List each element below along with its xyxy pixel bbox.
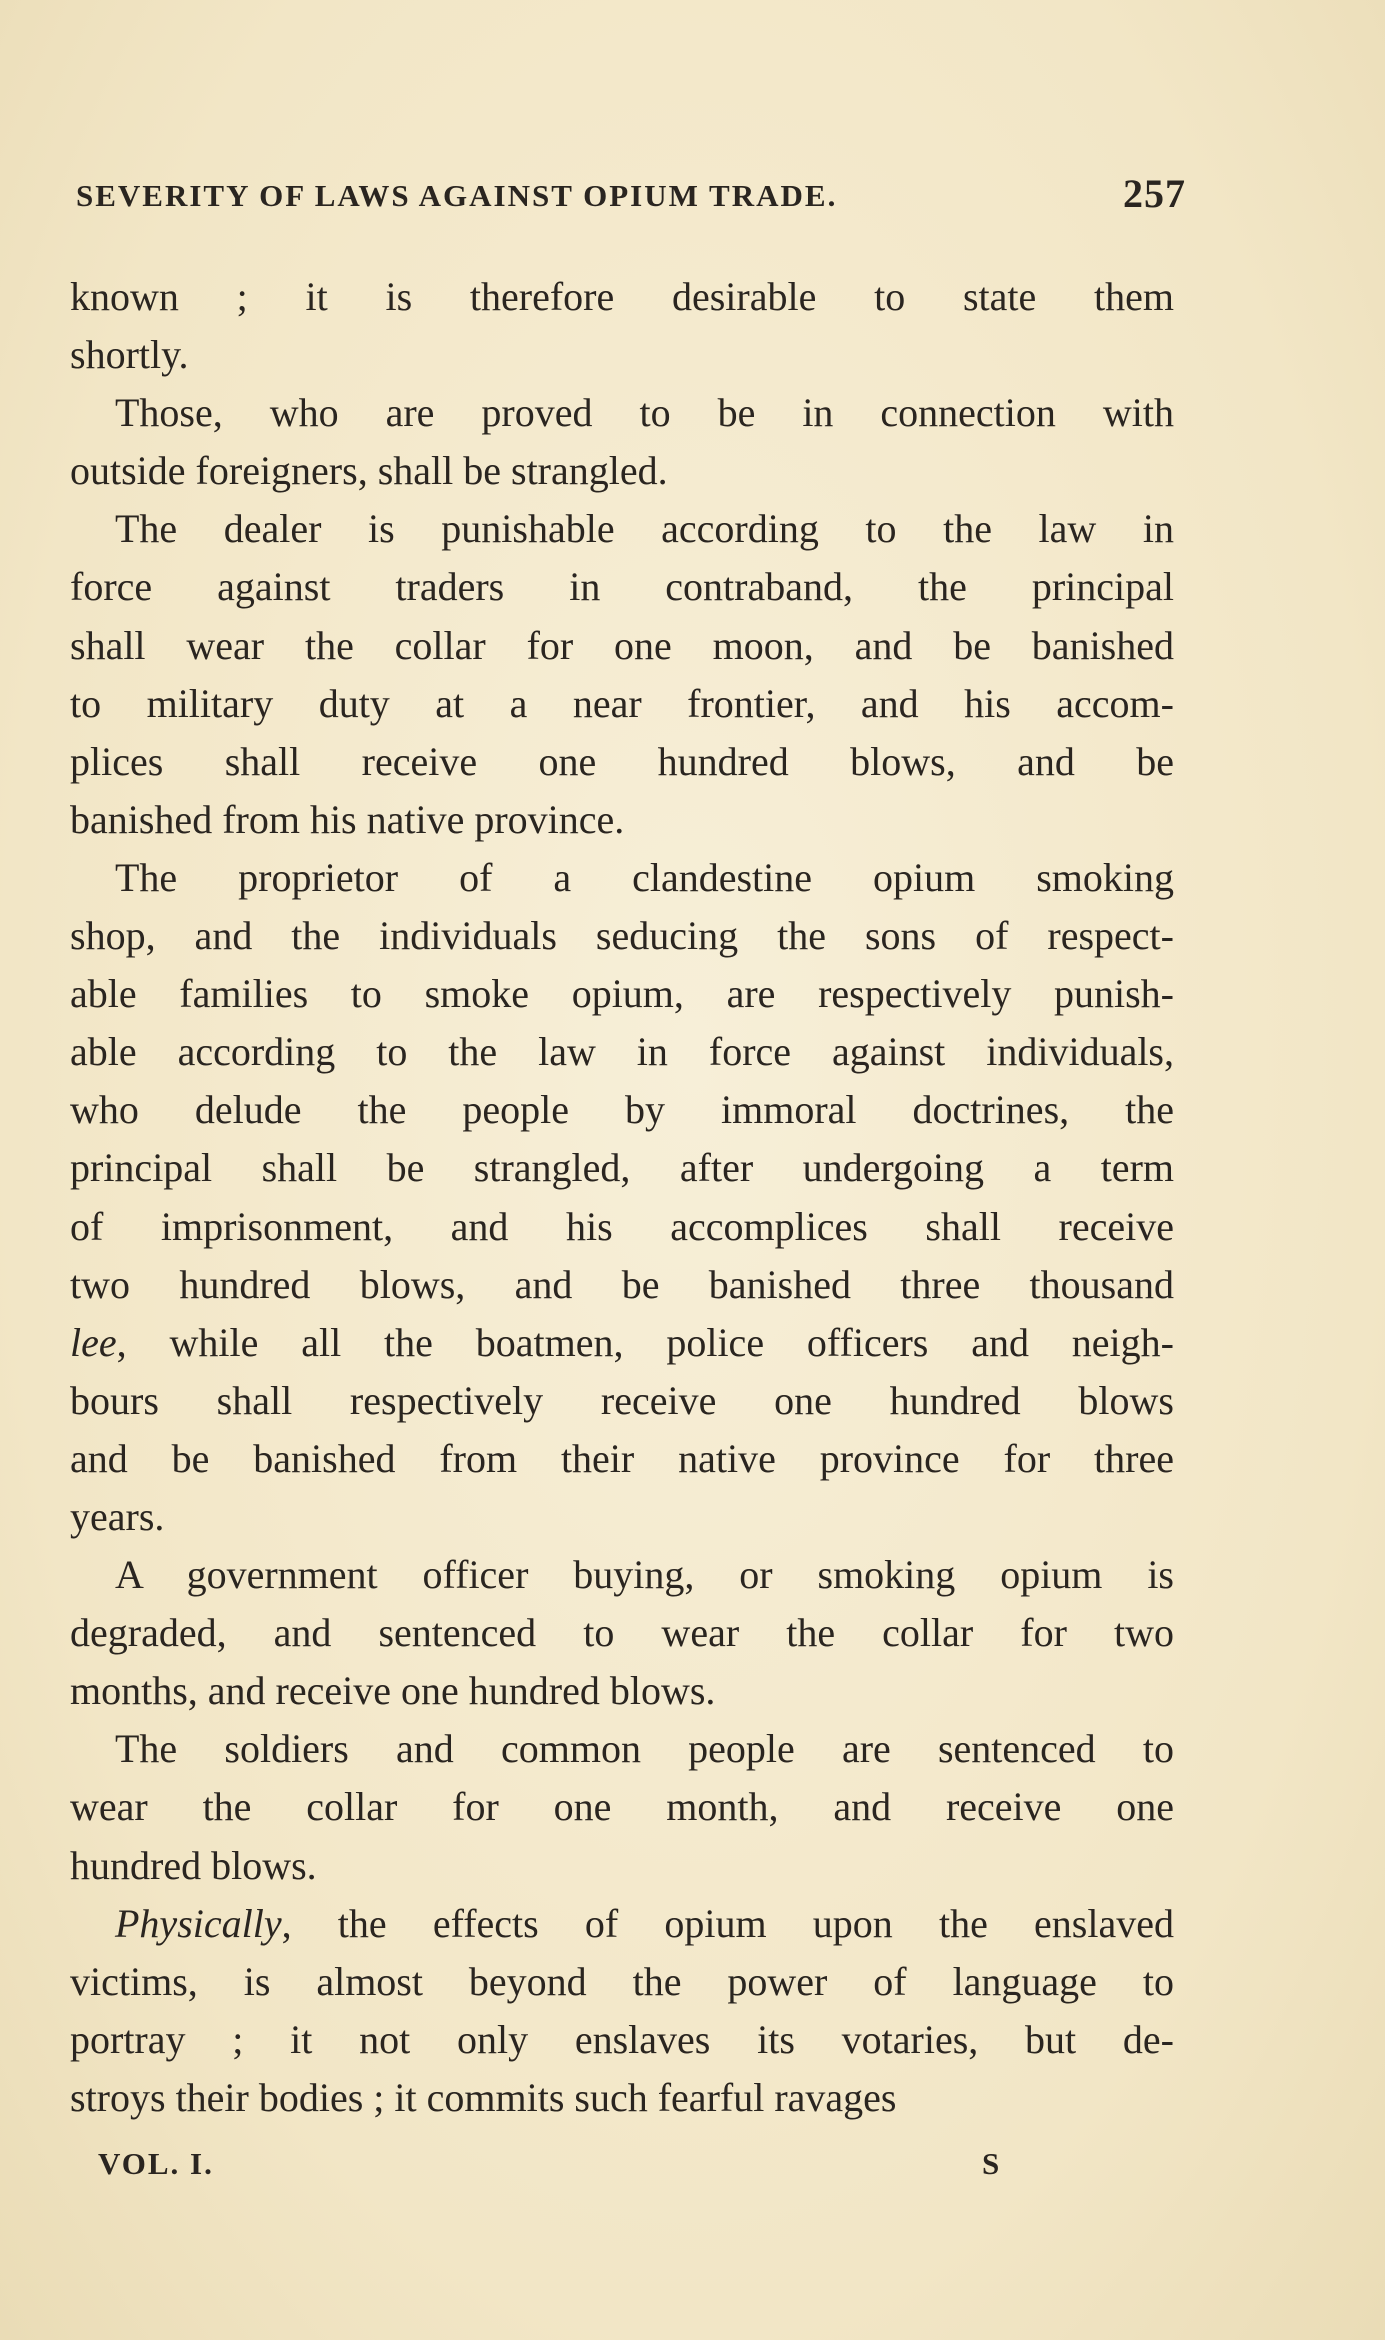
text-line: two hundred blows, and be banished three thousand	[70, 1261, 1174, 1307]
text-line: banished from his native province.	[70, 796, 625, 842]
text-line: bours shall respectively receive one hundred blows	[70, 1377, 1174, 1423]
text-line: shortly.	[70, 332, 189, 378]
text-line: shall wear the collar for one moon, and be banished	[70, 622, 1174, 668]
text-line: degraded, and sentenced to wear the collar for two	[70, 1610, 1174, 1656]
text-line: stroys their bodies ; it commits such fearful ravages	[70, 2074, 897, 2120]
text-line: who delude the people by immoral doctrines, the	[70, 1087, 1174, 1133]
text-line: years.	[70, 1493, 165, 1539]
text-line: force against traders in contraband, the principal	[70, 564, 1174, 610]
text-line: Physically, the effects of opium upon the enslaved	[115, 1900, 1174, 1946]
text-line: lee, while all the boatmen, police officers and neigh-	[70, 1319, 1174, 1365]
paragraph	[70, 500, 1174, 849]
text-line: hundred blows.	[70, 1842, 317, 1888]
text-line: portray ; it not only enslaves its votaries, but de-	[70, 2016, 1174, 2062]
text-line: known ; it is therefore desirable to state them	[70, 274, 1174, 319]
text-line: to military duty at a near frontier, and his accom-	[70, 680, 1174, 726]
footer-volume: VOL. I.	[98, 2146, 214, 2181]
paragraph	[70, 268, 1174, 384]
italic-word: Physically	[115, 1900, 282, 1946]
running-head-title: SEVERITY OF LAWS AGAINST OPIUM TRADE.	[76, 178, 838, 213]
paragraph	[70, 849, 1174, 1546]
text-line: The dealer is punishable according to the law in	[115, 506, 1174, 552]
text-line: The soldiers and common people are sentenced to	[115, 1726, 1174, 1772]
page-number: 257	[1123, 171, 1186, 216]
text-line: Those, who are proved to be in connection with	[115, 390, 1174, 436]
text-line: principal shall be strangled, after undergoing a term	[70, 1145, 1174, 1191]
text-line: victims, is almost beyond the power of language to	[70, 1958, 1174, 2004]
paragraph	[70, 384, 1174, 500]
text-line: wear the collar for one month, and receive one	[70, 1784, 1174, 1830]
text-line: plices shall receive one hundred blows, and be	[70, 738, 1174, 784]
text-line: outside foreigners, shall be strangled.	[70, 448, 668, 494]
text-line: A government officer buying, or smoking opium is	[115, 1552, 1174, 1598]
text-line: The proprietor of a clandestine opium smoking	[115, 854, 1174, 900]
footer-signature: S	[982, 2146, 1002, 2181]
body-text	[70, 268, 1174, 2127]
text-line: able according to the law in force against individuals,	[70, 1029, 1174, 1075]
paragraph	[70, 1546, 1174, 1720]
running-head	[66, 170, 1186, 220]
paragraph	[70, 1895, 1174, 2127]
text-line: shop, and the individuals seducing the sons of respect-	[70, 913, 1174, 959]
text-line: and be banished from their native province for three	[70, 1435, 1174, 1481]
italic-word: lee	[70, 1319, 117, 1365]
text-line: months, and receive one hundred blows.	[70, 1668, 716, 1714]
paragraph	[70, 1720, 1174, 1894]
text-line: able families to smoke opium, are respectively punish-	[70, 971, 1174, 1017]
text-line: of imprisonment, and his accomplices shall receive	[70, 1203, 1174, 1249]
